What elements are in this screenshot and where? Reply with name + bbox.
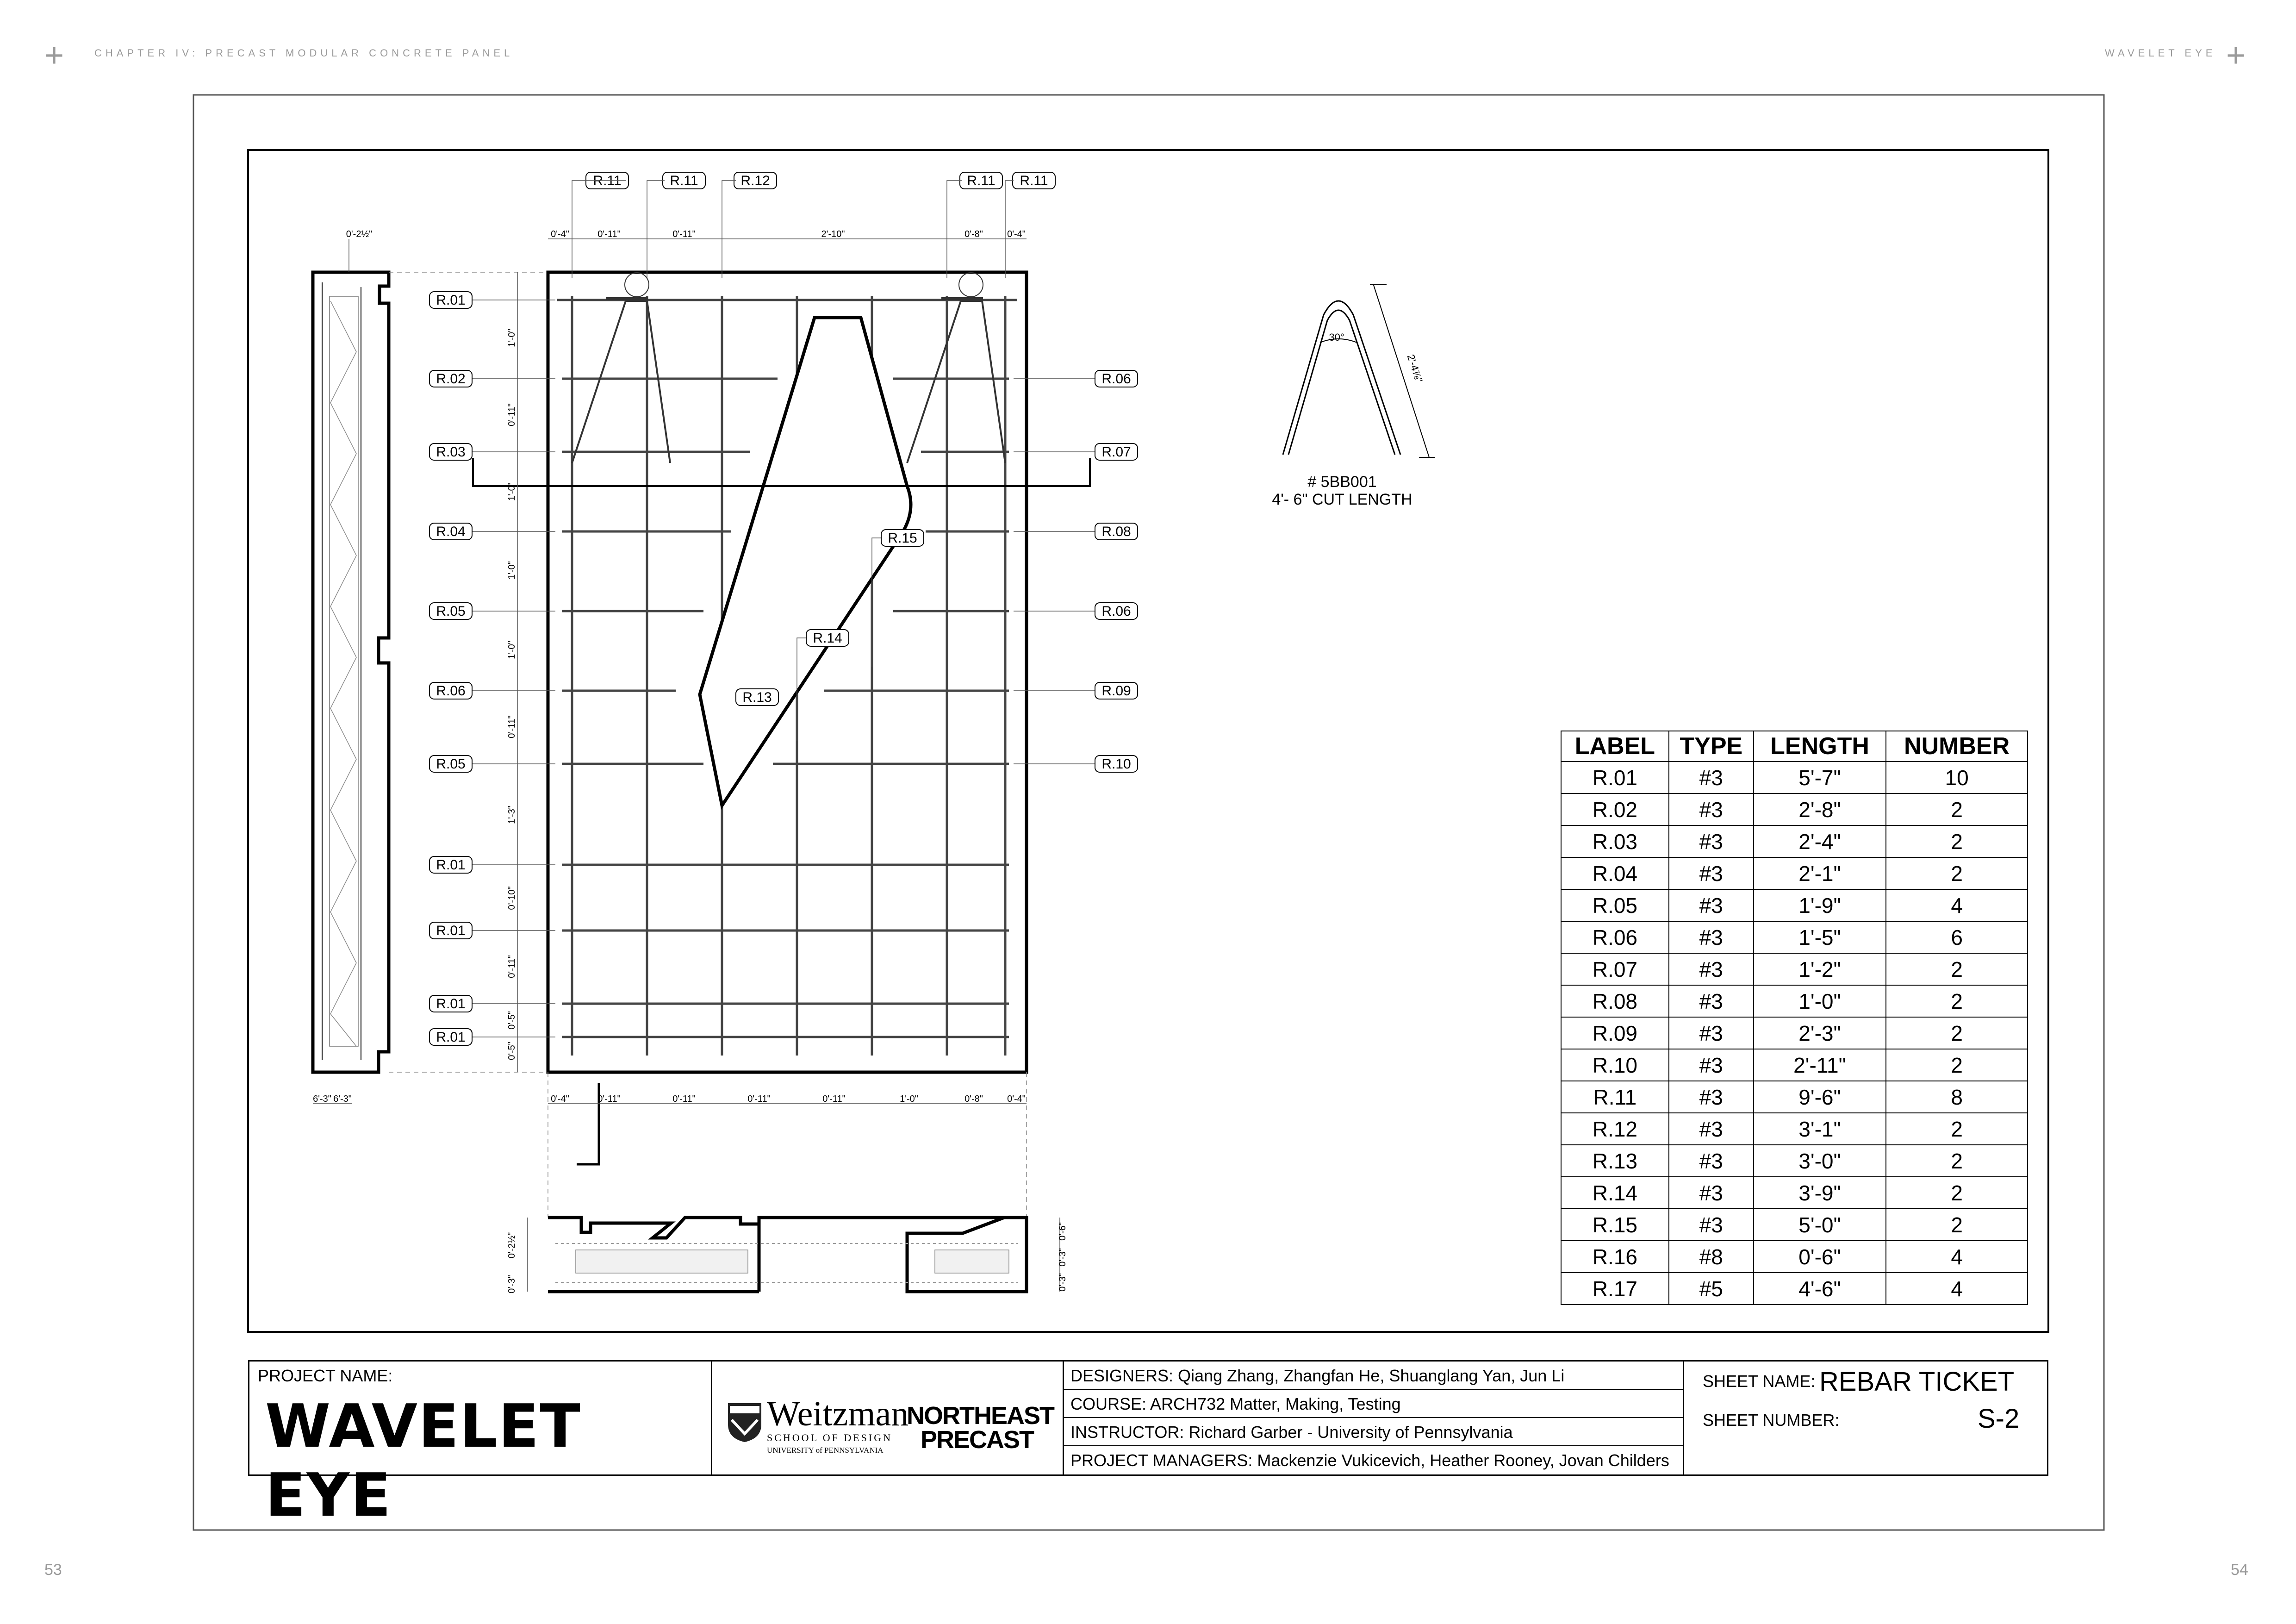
- table-row: [1561, 1113, 2028, 1145]
- instructor: INSTRUCTOR: Richard Garber - University of Pennsylvania: [1064, 1418, 1684, 1446]
- schedule-cell: 2: [1886, 825, 2028, 857]
- dimension-label: 0'-3": [1058, 1248, 1068, 1267]
- dimension-label: 6'-3": [333, 1094, 352, 1104]
- rebar-label: R.11: [1020, 173, 1048, 188]
- schedule-header-cell: NUMBER: [1886, 731, 2028, 762]
- rebar-label: R.01: [436, 857, 466, 873]
- school-sub: SCHOOL OF DESIGN: [767, 1432, 892, 1443]
- table-row: [1561, 889, 2028, 921]
- schedule-cell: 4: [1886, 889, 2028, 921]
- dimension-label: 0'-3": [507, 1275, 517, 1293]
- bent-bar-angle: 30°: [1329, 331, 1344, 343]
- schedule-cell: R.05: [1561, 889, 1669, 921]
- project-managers: PROJECT MANAGERS: Mackenzie Vukicevich, Heather Rooney, Jovan Childers: [1070, 1451, 1669, 1470]
- dimension-label: 0'-2½": [346, 229, 373, 239]
- rebar-label: R.04: [436, 524, 466, 539]
- panel-opening: [700, 318, 911, 806]
- schedule-cell: R.03: [1561, 825, 1669, 857]
- rebar-label: R.01: [436, 1030, 466, 1045]
- leader-line: [577, 1083, 599, 1164]
- dimension-label: 0'-4": [1007, 229, 1026, 239]
- logos-cell: [712, 1362, 1064, 1474]
- dimension-label: 0'-11": [597, 1094, 621, 1104]
- schedule-cell: #3: [1669, 762, 1754, 793]
- schedule-cell: 4: [1886, 1273, 2028, 1305]
- page-number-left: 53: [44, 1561, 62, 1579]
- leader-line: [647, 181, 665, 278]
- rebar-label: R.14: [813, 631, 842, 646]
- schedule-cell: 3'-9": [1754, 1177, 1886, 1209]
- schedule-cell: 3'-1": [1754, 1113, 1886, 1145]
- table-row: [1561, 1049, 2028, 1081]
- project-name: WAVELET EYE: [265, 1392, 581, 1530]
- rebar-label: R.07: [1101, 444, 1131, 460]
- schedule-cell: 2: [1886, 1177, 2028, 1209]
- crop-mark-icon: +: [44, 37, 64, 74]
- table-row: [1561, 953, 2028, 985]
- schedule-cell: 6: [1886, 921, 2028, 953]
- firm-name-line1: NORTHEAST: [907, 1402, 1054, 1430]
- rebar-label: R.01: [436, 996, 466, 1012]
- schedule-cell: #8: [1669, 1241, 1754, 1273]
- schedule-cell: #3: [1669, 825, 1754, 857]
- crop-mark-icon: +: [2226, 37, 2246, 74]
- schedule-cell: R.09: [1561, 1017, 1669, 1049]
- table-row: [1561, 1145, 2028, 1177]
- rebar-label: R.11: [670, 173, 698, 188]
- schedule-cell: 2'-8": [1754, 793, 1886, 825]
- project-label: PROJECT NAME:: [258, 1366, 393, 1385]
- table-row: [1561, 793, 2028, 825]
- bent-bar-mark: # 5BB001: [1307, 473, 1377, 491]
- dimension-label: 0'-8": [964, 1094, 983, 1104]
- dimension-label: 0'-11": [672, 229, 696, 239]
- schedule-cell: #3: [1669, 985, 1754, 1017]
- schedule-cell: R.11: [1561, 1081, 1669, 1113]
- rebar-label: R.01: [436, 923, 466, 938]
- credits-cell: [1064, 1362, 1684, 1474]
- school-university: UNIVERSITY of PENNSYLVANIA: [767, 1446, 884, 1455]
- table-row: [1561, 762, 2028, 793]
- dimension-label: 1'-0": [507, 482, 517, 501]
- dimension-label: 2'-10": [821, 229, 845, 239]
- leader-line: [722, 181, 736, 278]
- schedule-cell: 1'-9": [1754, 889, 1886, 921]
- dimension-label: 0'-6": [1058, 1222, 1068, 1241]
- course: COURSE: ARCH732 Matter, Making, Testing: [1064, 1390, 1684, 1418]
- table-row: [1561, 1209, 2028, 1241]
- rebar-label: R.06: [436, 683, 466, 699]
- sheet-name: REBAR TICKET: [1819, 1367, 2015, 1397]
- schedule-cell: #5: [1669, 1273, 1754, 1305]
- schedule-cell: 2: [1886, 793, 2028, 825]
- rebar-label: R.10: [1101, 756, 1131, 772]
- schedule-header-cell: LABEL: [1561, 731, 1669, 762]
- schedule-cell: 2: [1886, 953, 2028, 985]
- rebar-label: R.06: [1101, 604, 1131, 619]
- dimension-label: 0'-10": [507, 886, 517, 910]
- schedule-cell: R.14: [1561, 1177, 1669, 1209]
- schedule-cell: 2: [1886, 1017, 2028, 1049]
- sheet-number: S-2: [1978, 1404, 2020, 1434]
- dimension-label: 0'-3": [1058, 1273, 1068, 1292]
- dimension-label: 1'-0": [507, 329, 517, 347]
- dimension-label: 0'-11": [597, 229, 621, 239]
- schedule-cell: #3: [1669, 1081, 1754, 1113]
- bent-bar-cut-length: 4'- 6" CUT LENGTH: [1272, 491, 1412, 508]
- dimension-label: 0'-4": [551, 229, 569, 239]
- schedule-cell: #3: [1669, 793, 1754, 825]
- table-row: [1561, 1177, 2028, 1209]
- dimension-label: 0'-5": [507, 1011, 517, 1030]
- sheet-name-label: SHEET NAME:: [1703, 1372, 1816, 1391]
- schedule-cell: 1'-2": [1754, 953, 1886, 985]
- sheet-number-label: SHEET NUMBER:: [1703, 1411, 1840, 1430]
- table-row: [1561, 857, 2028, 889]
- schedule-cell: R.06: [1561, 921, 1669, 953]
- rebar-label: R.06: [1101, 371, 1131, 387]
- side-section: [313, 272, 546, 1072]
- schedule-cell: R.10: [1561, 1049, 1669, 1081]
- penn-shield-icon: [726, 1401, 763, 1443]
- bent-bar-length: 2'-4⅞": [1405, 353, 1425, 384]
- title-block: [248, 1360, 2048, 1530]
- firm-name-line2: PRECAST: [921, 1426, 1034, 1454]
- schedule-cell: #3: [1669, 857, 1754, 889]
- chapter-header: CHAPTER IV: PRECAST MODULAR CONCRETE PANEL: [94, 47, 514, 59]
- dimension-label: 1'-0": [507, 641, 517, 659]
- schedule-cell: 4'-6": [1754, 1273, 1886, 1305]
- dimension-label: 0'-11": [507, 403, 517, 426]
- schedule-cell: 5'-0": [1754, 1209, 1886, 1241]
- schedule-cell: 9'-6": [1754, 1081, 1886, 1113]
- rebar-label: R.08: [1101, 524, 1131, 539]
- schedule-cell: #3: [1669, 921, 1754, 953]
- schedule-cell: R.12: [1561, 1113, 1669, 1145]
- rebar-label: R.12: [740, 173, 770, 188]
- designers: DESIGNERS: Qiang Zhang, Zhangfan He, Shuanglang Yan, Jun Li: [1064, 1362, 1684, 1390]
- schedule-cell: 2'-4": [1754, 825, 1886, 857]
- project-cell: [249, 1362, 712, 1530]
- schedule-cell: #3: [1669, 1145, 1754, 1177]
- rebar-label: R.09: [1101, 683, 1131, 699]
- page-number-right: 54: [2231, 1561, 2248, 1579]
- schedule-cell: #3: [1669, 1209, 1754, 1241]
- schedule-header-cell: TYPE: [1669, 731, 1754, 762]
- table-row: [1561, 825, 2028, 857]
- rebar-label: R.02: [436, 371, 466, 387]
- dimension-label: 0'-4": [551, 1094, 569, 1104]
- dimension-label: 0'-11": [747, 1094, 771, 1104]
- table-row: [1561, 1241, 2028, 1273]
- table-row: [1561, 1081, 2028, 1113]
- schedule-cell: 2: [1886, 1145, 2028, 1177]
- rebar-label: R.11: [593, 173, 622, 188]
- sheet-info-cell: [1684, 1362, 2047, 1474]
- dimension-label: 0'-8": [964, 229, 983, 239]
- schedule-cell: R.07: [1561, 953, 1669, 985]
- table-row: [1561, 921, 2028, 953]
- dimension-label: 1'-0": [900, 1094, 918, 1104]
- rebar-label: R.05: [436, 604, 466, 619]
- plan-section: [548, 1218, 1027, 1292]
- dimension-label: 0'-11": [507, 955, 517, 978]
- dimension-label: 1'-3": [507, 806, 517, 824]
- schedule-cell: 8: [1886, 1081, 2028, 1113]
- schedule-cell: 2'-1": [1754, 857, 1886, 889]
- schedule-cell: 0'-6": [1754, 1241, 1886, 1273]
- schedule-cell: 2: [1886, 1113, 2028, 1145]
- schedule-cell: R.17: [1561, 1273, 1669, 1305]
- section-header: WAVELET EYE: [2105, 47, 2216, 59]
- dimension-label: 0'-11": [672, 1094, 696, 1104]
- schedule-cell: 1'-0": [1754, 985, 1886, 1017]
- schedule-cell: 1'-5": [1754, 921, 1886, 953]
- schedule-cell: 4: [1886, 1241, 2028, 1273]
- schedule-cell: #3: [1669, 1177, 1754, 1209]
- school-name: Weitzman: [767, 1394, 909, 1433]
- dimension-label: 0'-4": [1007, 1094, 1026, 1104]
- schedule-cell: R.15: [1561, 1209, 1669, 1241]
- schedule-cell: #3: [1669, 1113, 1754, 1145]
- schedule-cell: 2: [1886, 1049, 2028, 1081]
- table-row: [1561, 985, 2028, 1017]
- schedule-cell: #3: [1669, 1049, 1754, 1081]
- schedule-cell: 2: [1886, 985, 2028, 1017]
- schedule-cell: 2: [1886, 1209, 2028, 1241]
- schedule-cell: R.04: [1561, 857, 1669, 889]
- schedule-cell: 10: [1886, 762, 2028, 793]
- rebar-label: R.11: [967, 173, 996, 188]
- schedule-cell: #3: [1669, 953, 1754, 985]
- schedule-cell: 2: [1886, 857, 2028, 889]
- table-row: [1561, 1017, 2028, 1049]
- table-row: [1561, 1273, 2028, 1305]
- schedule-cell: R.01: [1561, 762, 1669, 793]
- rebar-label: R.13: [742, 690, 772, 705]
- schedule-cell: R.13: [1561, 1145, 1669, 1177]
- schedule-cell: 2'-3": [1754, 1017, 1886, 1049]
- schedule-cell: 2'-11": [1754, 1049, 1886, 1081]
- leader-line: [947, 181, 962, 278]
- dimension-label: 1'-0": [507, 561, 517, 580]
- dimension-label: 0'-5": [507, 1042, 517, 1060]
- rebar-label: R.15: [888, 531, 917, 546]
- rebar-label: R.01: [436, 293, 466, 308]
- dimension-label: 6'-3": [313, 1094, 331, 1104]
- schedule-cell: R.02: [1561, 793, 1669, 825]
- dimension-label: 0'-11": [822, 1094, 846, 1104]
- schedule-cell: #3: [1669, 889, 1754, 921]
- schedule-cell: R.16: [1561, 1241, 1669, 1273]
- schedule-header-cell: LENGTH: [1754, 731, 1886, 762]
- rebar-label: R.05: [436, 756, 466, 772]
- rebar-schedule-table: [1561, 731, 2028, 1305]
- dimension-label: 0'-2½": [507, 1232, 517, 1259]
- rebar-label: R.03: [436, 444, 466, 460]
- schedule-cell: #3: [1669, 1017, 1754, 1049]
- schedule-cell: R.08: [1561, 985, 1669, 1017]
- dimension-label: 0'-11": [507, 715, 517, 738]
- schedule-cell: 3'-0": [1754, 1145, 1886, 1177]
- schedule-cell: 5'-7": [1754, 762, 1886, 793]
